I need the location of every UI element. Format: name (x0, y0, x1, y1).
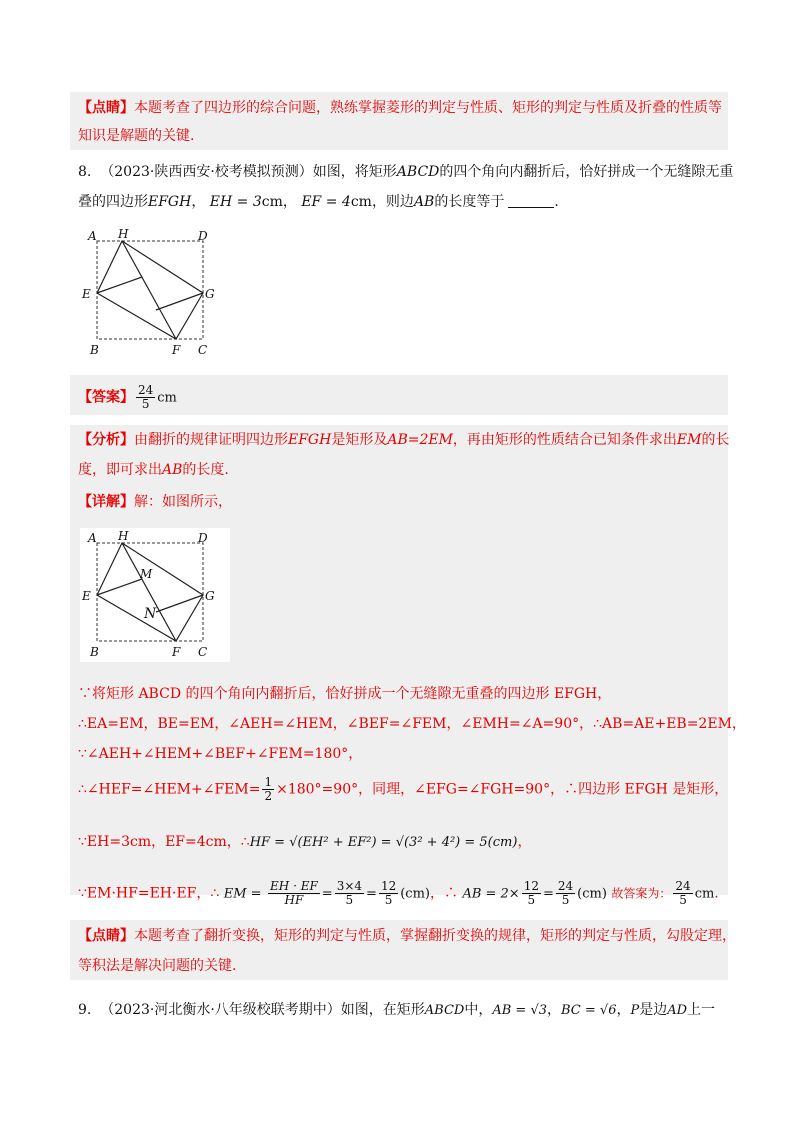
label-D: D (198, 229, 208, 243)
solution-line3: ∵∠AEH+∠HEM+∠BEF+∠FEM=180°， (78, 746, 363, 762)
solution-line5: ∵EH=3cm，EF=4cm，∴HF = √(EH² + EF²) = √(3² + 4²) = 5(cm)， (78, 834, 532, 850)
answer-line: 【答案】 $\frac{24}{5}$ cm (78, 383, 177, 411)
svg-text:B: B (90, 645, 99, 659)
solution-line4: ∴∠HEF=∠HEM+∠FEM= $\frac{1}{2}$ ×180°=90°，同理，∠EFG=∠FGH=90°，∴四边形 EFGH 是矩形， (78, 775, 729, 803)
label-A: A (88, 229, 97, 243)
answer-blank (508, 207, 554, 208)
seg-gn (156, 293, 203, 310)
q8-line1: 8. （2023·陕西西安·校考模拟预测）如图，将矩形ABCD的四个角向内翻折后，恰好拼成一个无缝隙无重 (78, 164, 734, 180)
svg-text:H: H (118, 530, 129, 543)
comment-line2: 等积法是解决问题的关键. (78, 958, 237, 974)
q8-line2: 叠的四边形EFGH， EH = 3cm， EF = 4cm，则边AB的长度等于 . (78, 194, 559, 210)
label-E: E (82, 287, 91, 301)
svg-text:A: A (88, 531, 97, 545)
answer-fraction: $\frac{24}{5}$ (138, 383, 154, 411)
label-M: M (140, 567, 153, 581)
q9-line1: 9. （2023·河北衡水·八年级校联考期中）如图，在矩形ABCD中，AB = √3，BC = √6，P是边AD上一 (78, 1002, 716, 1018)
analysis-line2: 度，即可求出AB的长度. (78, 462, 229, 478)
figure-rectangle-fold-mn (80, 530, 230, 662)
svg-text:C: C (198, 645, 208, 659)
prev-comment-line1: 【点睛】本题考查了四边形的综合问题，熟练掌握菱形的判定与性质、矩形的判定与性质及折叠的性质等 (78, 100, 722, 116)
figure-rectangle-fold (80, 228, 230, 360)
label-F: F (172, 343, 181, 357)
analysis-line1: 【分析】由翻折的规律证明四边形EFGH是矩形及AB=2EM，再由矩形的性质结合已知条件求出EM的长 (78, 432, 730, 448)
svg-text:E: E (82, 589, 91, 603)
solution-line6: ∵EM·HF=EH·EF，∴ EM = $\frac{EH \cdot EF}{HF}$ = $\frac{3\times 4}{5}$ = $\frac{12}{5}$ (cm)，∴ AB = 2× $\frac{12}{5}$ = $\frac{24}{5}$ (cm) 故答案为： $\frac{24}{5}$ cm. (78, 879, 719, 907)
svg-text:D: D (198, 531, 208, 545)
prev-comment-line2: 知识是解题的关键. (78, 128, 195, 144)
label-B: B (90, 343, 99, 357)
label-G: G (205, 287, 215, 301)
label-N: N (144, 606, 157, 622)
solution-line2: ∴EA=EM，BE=EM，∠AEH=∠HEM，∠BEF=∠FEM，∠EMH=∠A=90°，∴AB=AE+EB=2EM， (78, 716, 746, 732)
label-H: H (118, 228, 129, 241)
comment-line1: 【点睛】本题考查了翻折变换，矩形的判定与性质，掌握翻折变换的规律，矩形的判定与性质，勾股定理， (78, 928, 736, 944)
quad-efgh (97, 241, 203, 339)
diag-hf (122, 241, 176, 339)
detail-line: 【详解】解：如图所示， (78, 494, 232, 510)
solution-line1: ∵将矩形 ABCD 的四个角向内翻折后，恰好拼成一个无缝隙无重叠的四边形 EFGH， (78, 686, 612, 702)
prev-comment-tag: 【点睛】 (78, 100, 134, 116)
svg-text:G: G (205, 589, 215, 603)
svg-text:F: F (172, 645, 181, 659)
label-C: C (198, 343, 208, 357)
